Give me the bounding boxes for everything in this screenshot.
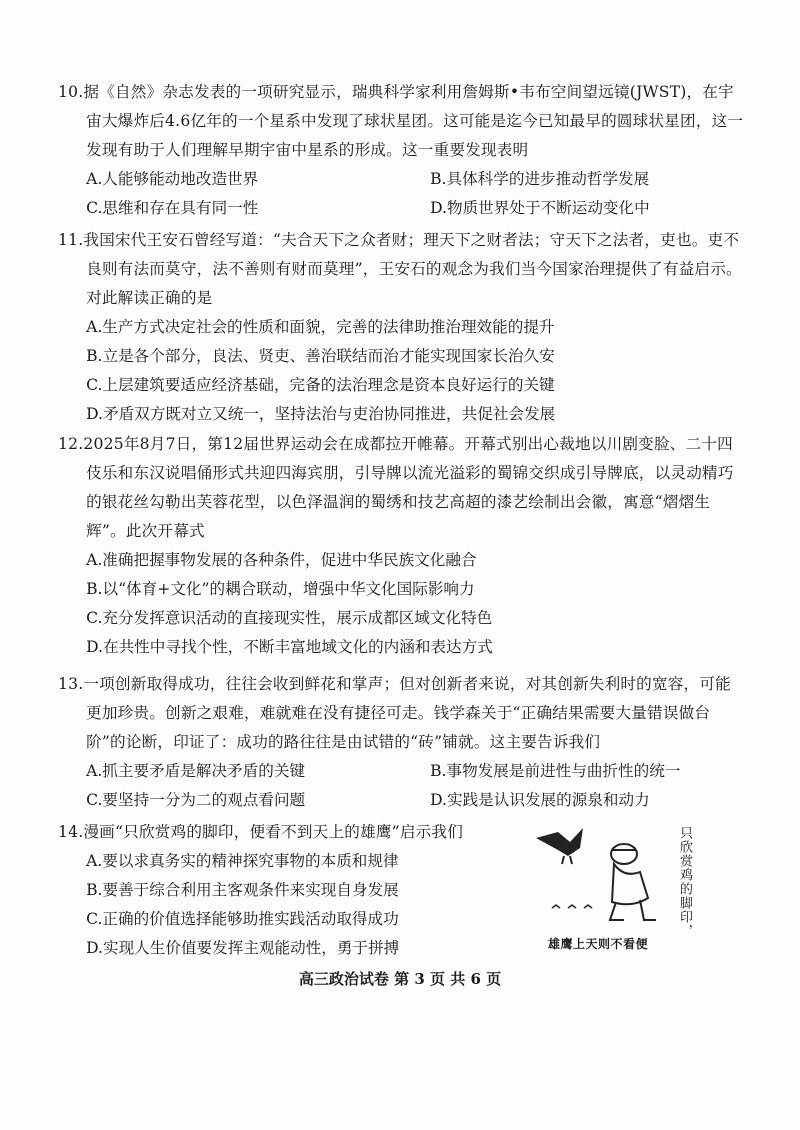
- option-b: B.具体科学的进步推动哲学发展: [430, 170, 650, 188]
- option-a: A.人能够能动地改造世界: [86, 170, 259, 188]
- question-stem: 14.漫画“只欣赏鸡的脚印，便看不到天上的雄鹰”启示我们: [58, 823, 463, 841]
- cartoon-illustration: [528, 818, 698, 954]
- cartoon-vertical-caption: 只欣赏鸡的脚印，: [677, 826, 692, 938]
- page-footer: 高三政治试卷 第 3 页 共 6 页: [298, 970, 502, 988]
- option-c: C.上层建筑要适应经济基础，完备的法治理念是资本良好运行的关键: [86, 376, 555, 394]
- question-stem: 13.一项创新取得成功，往往会收到鲜花和掌声；但对创新者来说，对其创新失利时的宽容，可能更加珍贵。创新之艰难，难就难在没有捷径可走。钱学森关于“正确结果需要大量错误做台阶”的论断，印证了：成功的路往往是由试错的“砖”铺就。这主要告诉我们: [58, 675, 731, 751]
- question-13: [58, 670, 746, 815]
- option-c: C.要坚持一分为二的观点看问题: [86, 791, 306, 809]
- option-b: B.要善于综合利用主客观条件来实现自身发展: [86, 881, 399, 899]
- option-b: B.以“体育+文化”的耦合联动，增强中华文化国际影响力: [86, 580, 475, 598]
- question-10: [58, 78, 746, 223]
- question-12: [58, 430, 746, 662]
- option-c: C.思维和存在具有同一性: [86, 199, 259, 217]
- option-a: A.生产方式决定社会的性质和面貌，完善的法律助推治理效能的提升: [86, 318, 555, 336]
- cartoon-bottom-caption: 雄鹰上天则不看便: [548, 937, 649, 951]
- option-c: C.正确的价值选择能够助推实践活动取得成功: [86, 910, 399, 928]
- option-a: A.抓主要矛盾是解决矛盾的关键: [86, 762, 306, 780]
- option-d: D.实现人生价值要发挥主观能动性，勇于拼搏: [86, 939, 400, 957]
- option-d: D.物质世界处于不断运动变化中: [430, 199, 650, 217]
- option-a: A.要以求真务实的精神探究事物的本质和规律: [86, 852, 399, 870]
- option-d: D.矛盾双方既对立又统一，坚持法治与吏治协同推进，共促社会发展: [86, 405, 556, 423]
- question-11: [58, 226, 746, 429]
- option-a: A.准确把握事物发展的各种条件，促进中华民族文化融合: [86, 551, 477, 569]
- question-stem: 11.我国宋代王安石曾经写道：“夫合天下之众者财；理天下之财者法；守天下之法者，吏也。吏不良则有法而莫守，法不善则有财而莫理”，王安石的观念为我们当今国家治理提供了有益启示。对此解读正确的是: [58, 231, 742, 307]
- question-stem: 10.据《自然》杂志发表的一项研究显示，瑞典科学家利用詹姆斯•韦布空间望远镜(JWST)，在宇宙大爆炸后4.6亿年的一个星系中发现了球状星团。这可能是迄今已知最早的圆球状星团，这一发现有助于人们理解早期宇宙中星系的形成。这一重要发现表明: [58, 83, 744, 159]
- question-14: [58, 818, 528, 963]
- eagle-and-man-drawing: [528, 820, 668, 930]
- option-d: D.在共性中寻找个性，不断丰富地域文化的内涵和表达方式: [86, 638, 493, 656]
- option-b: B.立是各个部分，良法、贤吏、善治联结而治才能实现国家长治久安: [86, 347, 555, 365]
- option-b: B.事物发展是前进性与曲折性的统一: [430, 762, 681, 780]
- option-c: C.充分发挥意识活动的直接现实性，展示成都区域文化特色: [86, 609, 493, 627]
- question-stem: 12.2025年8月7日，第12届世界运动会在成都拉开帷幕。开幕式别出心裁地以川剧变脸、二十四伎乐和东汉说唱俑形式共迎四海宾朋，引导牌以流光溢彩的蜀锦交织成引导牌底，以灵动精巧的银花丝勾勒出芙蓉花型，以色泽温润的蜀绣和技艺高超的漆艺绘制出会徽，寓意“熠熠生辉”。此次开幕式: [58, 435, 734, 540]
- option-d: D.实践是认识发展的源泉和动力: [430, 791, 650, 809]
